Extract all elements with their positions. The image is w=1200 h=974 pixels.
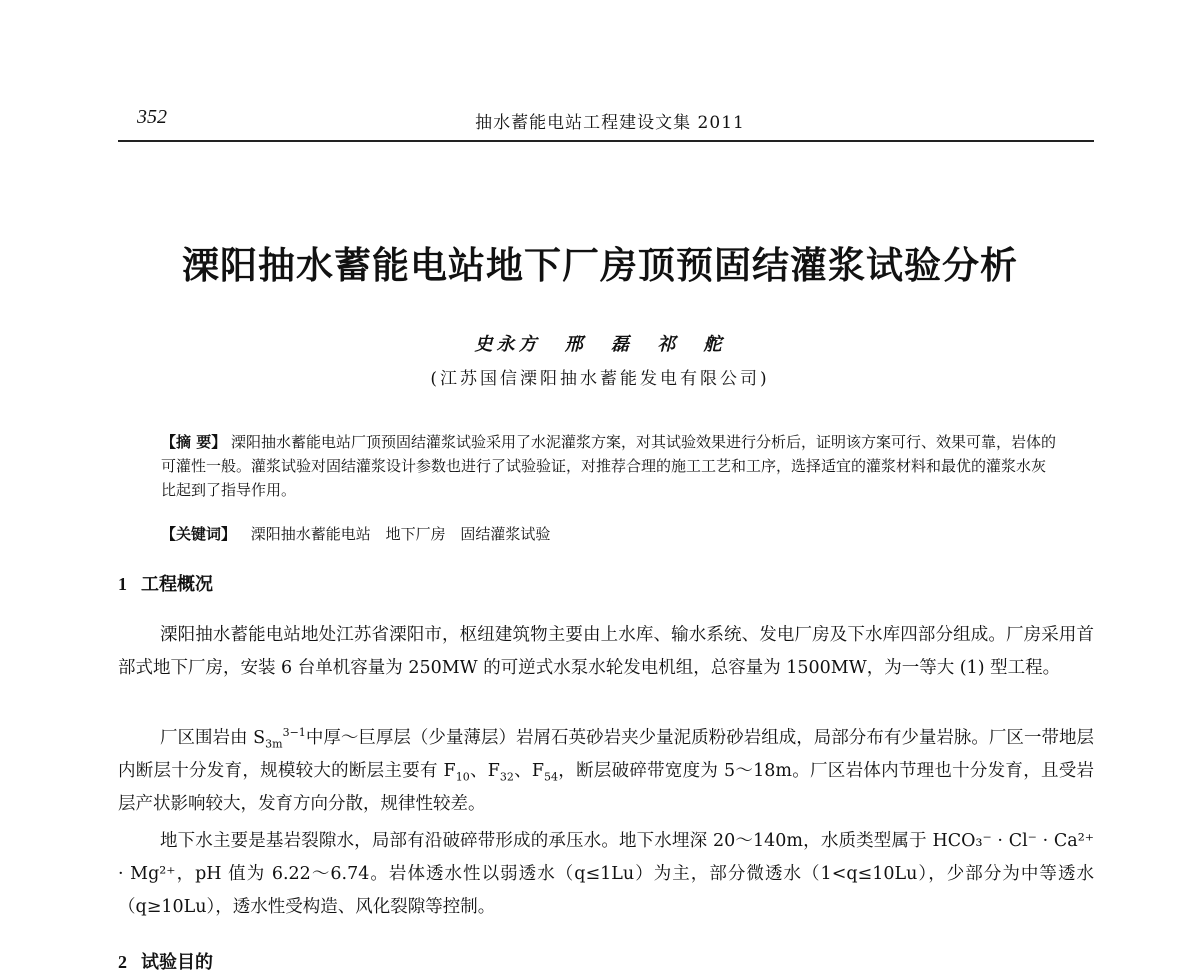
page-number: 352 — [137, 106, 167, 128]
p2-text-c: 、F — [469, 761, 500, 781]
p2-text-d: 、F — [513, 761, 545, 781]
p2-text-e: ，断层破碎带宽度为 5～18m。厂区岩体内节理也十分发育，且受岩层产状影响较大，发育方向分散，规律性较差。 — [118, 761, 1094, 814]
keywords-label: 【关键词】 — [161, 525, 237, 543]
abstract-text: 溧阳抽水蓄能电站厂顶预固结灌浆试验采用了水泥灌浆方案，对其试验效果进行分析后，证明该方案可行、效果可靠，岩体的可灌性一般。灌浆试验对固结灌浆设计参数也进行了试验验证，对推荐合理的施工工艺和工序，选择适宜的灌浆材料和最优的灌浆水灰比起到了指导作用。 — [161, 433, 1057, 499]
keywords — [161, 522, 1057, 546]
authors: 史永方 邢 磊 祁 舵 — [474, 334, 726, 355]
running-title: 抽水蓄能电站工程建设文集 2011 — [475, 113, 745, 133]
fault-f54: 54 — [544, 770, 559, 784]
section-title: 工程概况 — [141, 574, 213, 595]
p2-text-b: 中厚～巨厚层（少量薄层）岩屑石英砂岩夹少量泥质粉砂岩组成，局部分布有少量岩脉。厂区一带地层内断层十分发育，规模较大的断层主要有 F — [118, 728, 1094, 781]
abstract — [161, 430, 1057, 502]
fault-f32: 32 — [499, 770, 514, 784]
section-2-heading — [118, 948, 213, 974]
p2-text-a: 厂区围岩由 S — [160, 728, 266, 748]
article-title: 溧阳抽水蓄能电站地下厂房顶预固结灌浆试验分析 — [182, 244, 1018, 287]
section-title: 试验目的 — [141, 952, 213, 973]
paragraph-2 — [118, 722, 1094, 821]
affiliation: (江苏国信溧阳抽水蓄能发电有限公司) — [430, 369, 770, 389]
header-rule — [118, 140, 1094, 142]
section-1-heading — [118, 570, 213, 596]
p2-sup: 3−1 — [282, 726, 306, 740]
paragraph-3: 地下水主要是基岩裂隙水，局部有沿破碎带形成的承压水。地下水埋深 20～140m，水质类型属于 HCO₃⁻ · Cl⁻ · Ca²⁺ · Mg²⁺，pH 值为 6.22～6.74。岩体透水性以弱透水（q≤1Lu）为主，部分微透水（1<q≤10Lu），少部分为中等透水（q≥10Lu），透水性受构造、风化裂隙等控制。 — [118, 831, 1094, 917]
section-number: 1 — [118, 574, 127, 594]
fault-f10: 10 — [455, 770, 470, 784]
section-number: 2 — [118, 952, 127, 972]
abstract-label: 【摘 要】 — [161, 433, 227, 451]
paragraph-1: 溧阳抽水蓄能电站地处江苏省溧阳市，枢纽建筑物主要由上水库、输水系统、发电厂房及下水库四部分组成。厂房采用首部式地下厂房，安装 6 台单机容量为 250MW 的可逆式水泵水轮发电机组，总容量为 1500MW，为一等大 (1) 型工程。 — [118, 625, 1094, 678]
p2-sub: 3m — [265, 737, 283, 751]
keywords-text: 溧阳抽水蓄能电站 地下厂房 固结灌浆试验 — [250, 525, 551, 543]
